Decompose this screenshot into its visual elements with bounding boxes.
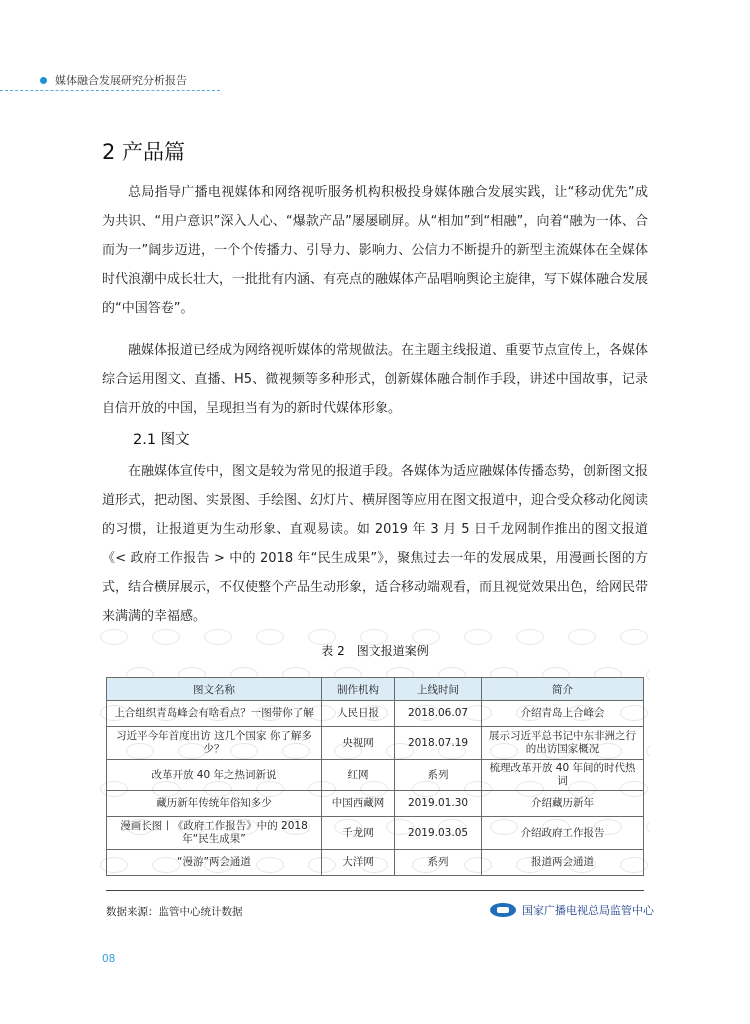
- source-note: 数据来源：监管中心统计数据: [106, 906, 243, 918]
- paragraph-2: 融媒体报道已经成为网络视听媒体的常规做法。在主题主线报道、重要节点宣传上，各媒体综合运用图文、直播、H5、微视频等多种形式，创新媒体融合制作手段，讲述中国故事，记录自信开放的中国，呈现担当有为的新时代媒体形象。: [102, 343, 649, 416]
- cell-date: 系列: [395, 760, 482, 791]
- cell-intro: 梳理改革开放 40 年间的时代热词: [482, 760, 644, 791]
- watermark-mark: [646, 743, 650, 759]
- table-row: [107, 791, 644, 817]
- cell-name: 漫画长图丨《政府工作报告》中的 2018 年“民生成果”: [107, 817, 322, 850]
- section-title: 2 产品篇: [102, 140, 186, 164]
- header-divider: [0, 90, 220, 91]
- cell-intro: 介绍政府工作报告: [482, 817, 644, 850]
- subsection-paragraph: 在融媒体宣传中，图文是较为常见的报道手段。各媒体为适应融媒体传播态势，创新图文报道形式，把动图、实景图、手绘图、幻灯片、横屏图等应用在图文报道中，迎合受众移动化阅读的习惯，让报道更为生动形象、直观易读。如 2019 年 3 月 5 日千龙网制作推出的图文报道《< 政府工作报告 > 中的 2018 年“民生成果”》，聚焦过去一年的发展成果，用漫画长图的方式，结合横屏展示，不仅使整个产品生动形象，适合移动端观看，而且视觉效果出色，给网民带来满满的幸福感。: [102, 464, 649, 624]
- table-row: [107, 701, 644, 727]
- cell-name: 上合组织青岛峰会有啥看点？一图带你了解: [107, 701, 322, 727]
- paragraph-1: 总局指导广播电视媒体和网络视听服务机构积极投身媒体融合发展实践，让“移动优先”成为共识、“用户意识”深入人心、“爆款产品”屡屡刷屏。从“相加”到“相融”，向着“融为一体、合而为一”阔步迈进，一个个传播力、引导力、影响力、公信力不断提升的新型主流媒体在全媒体时代浪潮中成长壮大，一批批有内涵、有亮点的融媒体产品唱响舆论主旋律，写下媒体融合发展的“中国答卷”。: [102, 185, 649, 316]
- cell-intro: 介绍藏历新年: [482, 791, 644, 817]
- cell-intro: 展示习近平总书记中东非洲之行的出访国家概况: [482, 727, 644, 760]
- cell-org: 千龙网: [322, 817, 395, 850]
- cell-date: 2018.06.07: [395, 701, 482, 727]
- column-header-org: 制作机构: [322, 678, 395, 701]
- header-title: 媒体融合发展研究分析报告: [55, 74, 187, 87]
- footer-divider: [106, 890, 644, 891]
- cell-date: 2019.01.30: [395, 791, 482, 817]
- table-row: [107, 760, 644, 791]
- footer-brand: [490, 902, 654, 918]
- cell-name: “漫游”两会通道: [107, 850, 322, 876]
- column-header-name: 图文名称: [107, 678, 322, 701]
- subsection-title: 2.1 图文: [133, 432, 190, 448]
- cell-date: 系列: [395, 850, 482, 876]
- cell-org: 红网: [322, 760, 395, 791]
- monitoring-center-logo-icon: [490, 903, 516, 917]
- cell-name: 藏历新年传统年俗知多少: [107, 791, 322, 817]
- watermark-mark: [646, 667, 650, 683]
- table-caption: 表 2 图文报道案例: [321, 644, 429, 658]
- cell-org: 央视网: [322, 727, 395, 760]
- column-header-intro: 简介: [482, 678, 644, 701]
- case-table: [106, 677, 644, 876]
- cell-intro: 介绍青岛上合峰会: [482, 701, 644, 727]
- header-bullet-icon: [40, 77, 47, 84]
- cell-intro: 报道两会通道: [482, 850, 644, 876]
- cell-name: 改革开放 40 年之热词新说: [107, 760, 322, 791]
- page-number: 08: [102, 953, 116, 965]
- column-header-date: 上线时间: [395, 678, 482, 701]
- brand-name: 国家广播电视总局监管中心: [522, 904, 654, 917]
- cell-name: 习近平今年首度出访 这几个国家 你了解多少？: [107, 727, 322, 760]
- cell-org: 大洋网: [322, 850, 395, 876]
- cell-date: 2019.03.05: [395, 817, 482, 850]
- running-header: [40, 72, 187, 88]
- cell-org: 中国西藏网: [322, 791, 395, 817]
- table-row: [107, 727, 644, 760]
- table-row: [107, 850, 644, 876]
- cell-date: 2018.07.19: [395, 727, 482, 760]
- table-row: [107, 817, 644, 850]
- watermark-mark: [646, 819, 650, 835]
- cell-org: 人民日报: [322, 701, 395, 727]
